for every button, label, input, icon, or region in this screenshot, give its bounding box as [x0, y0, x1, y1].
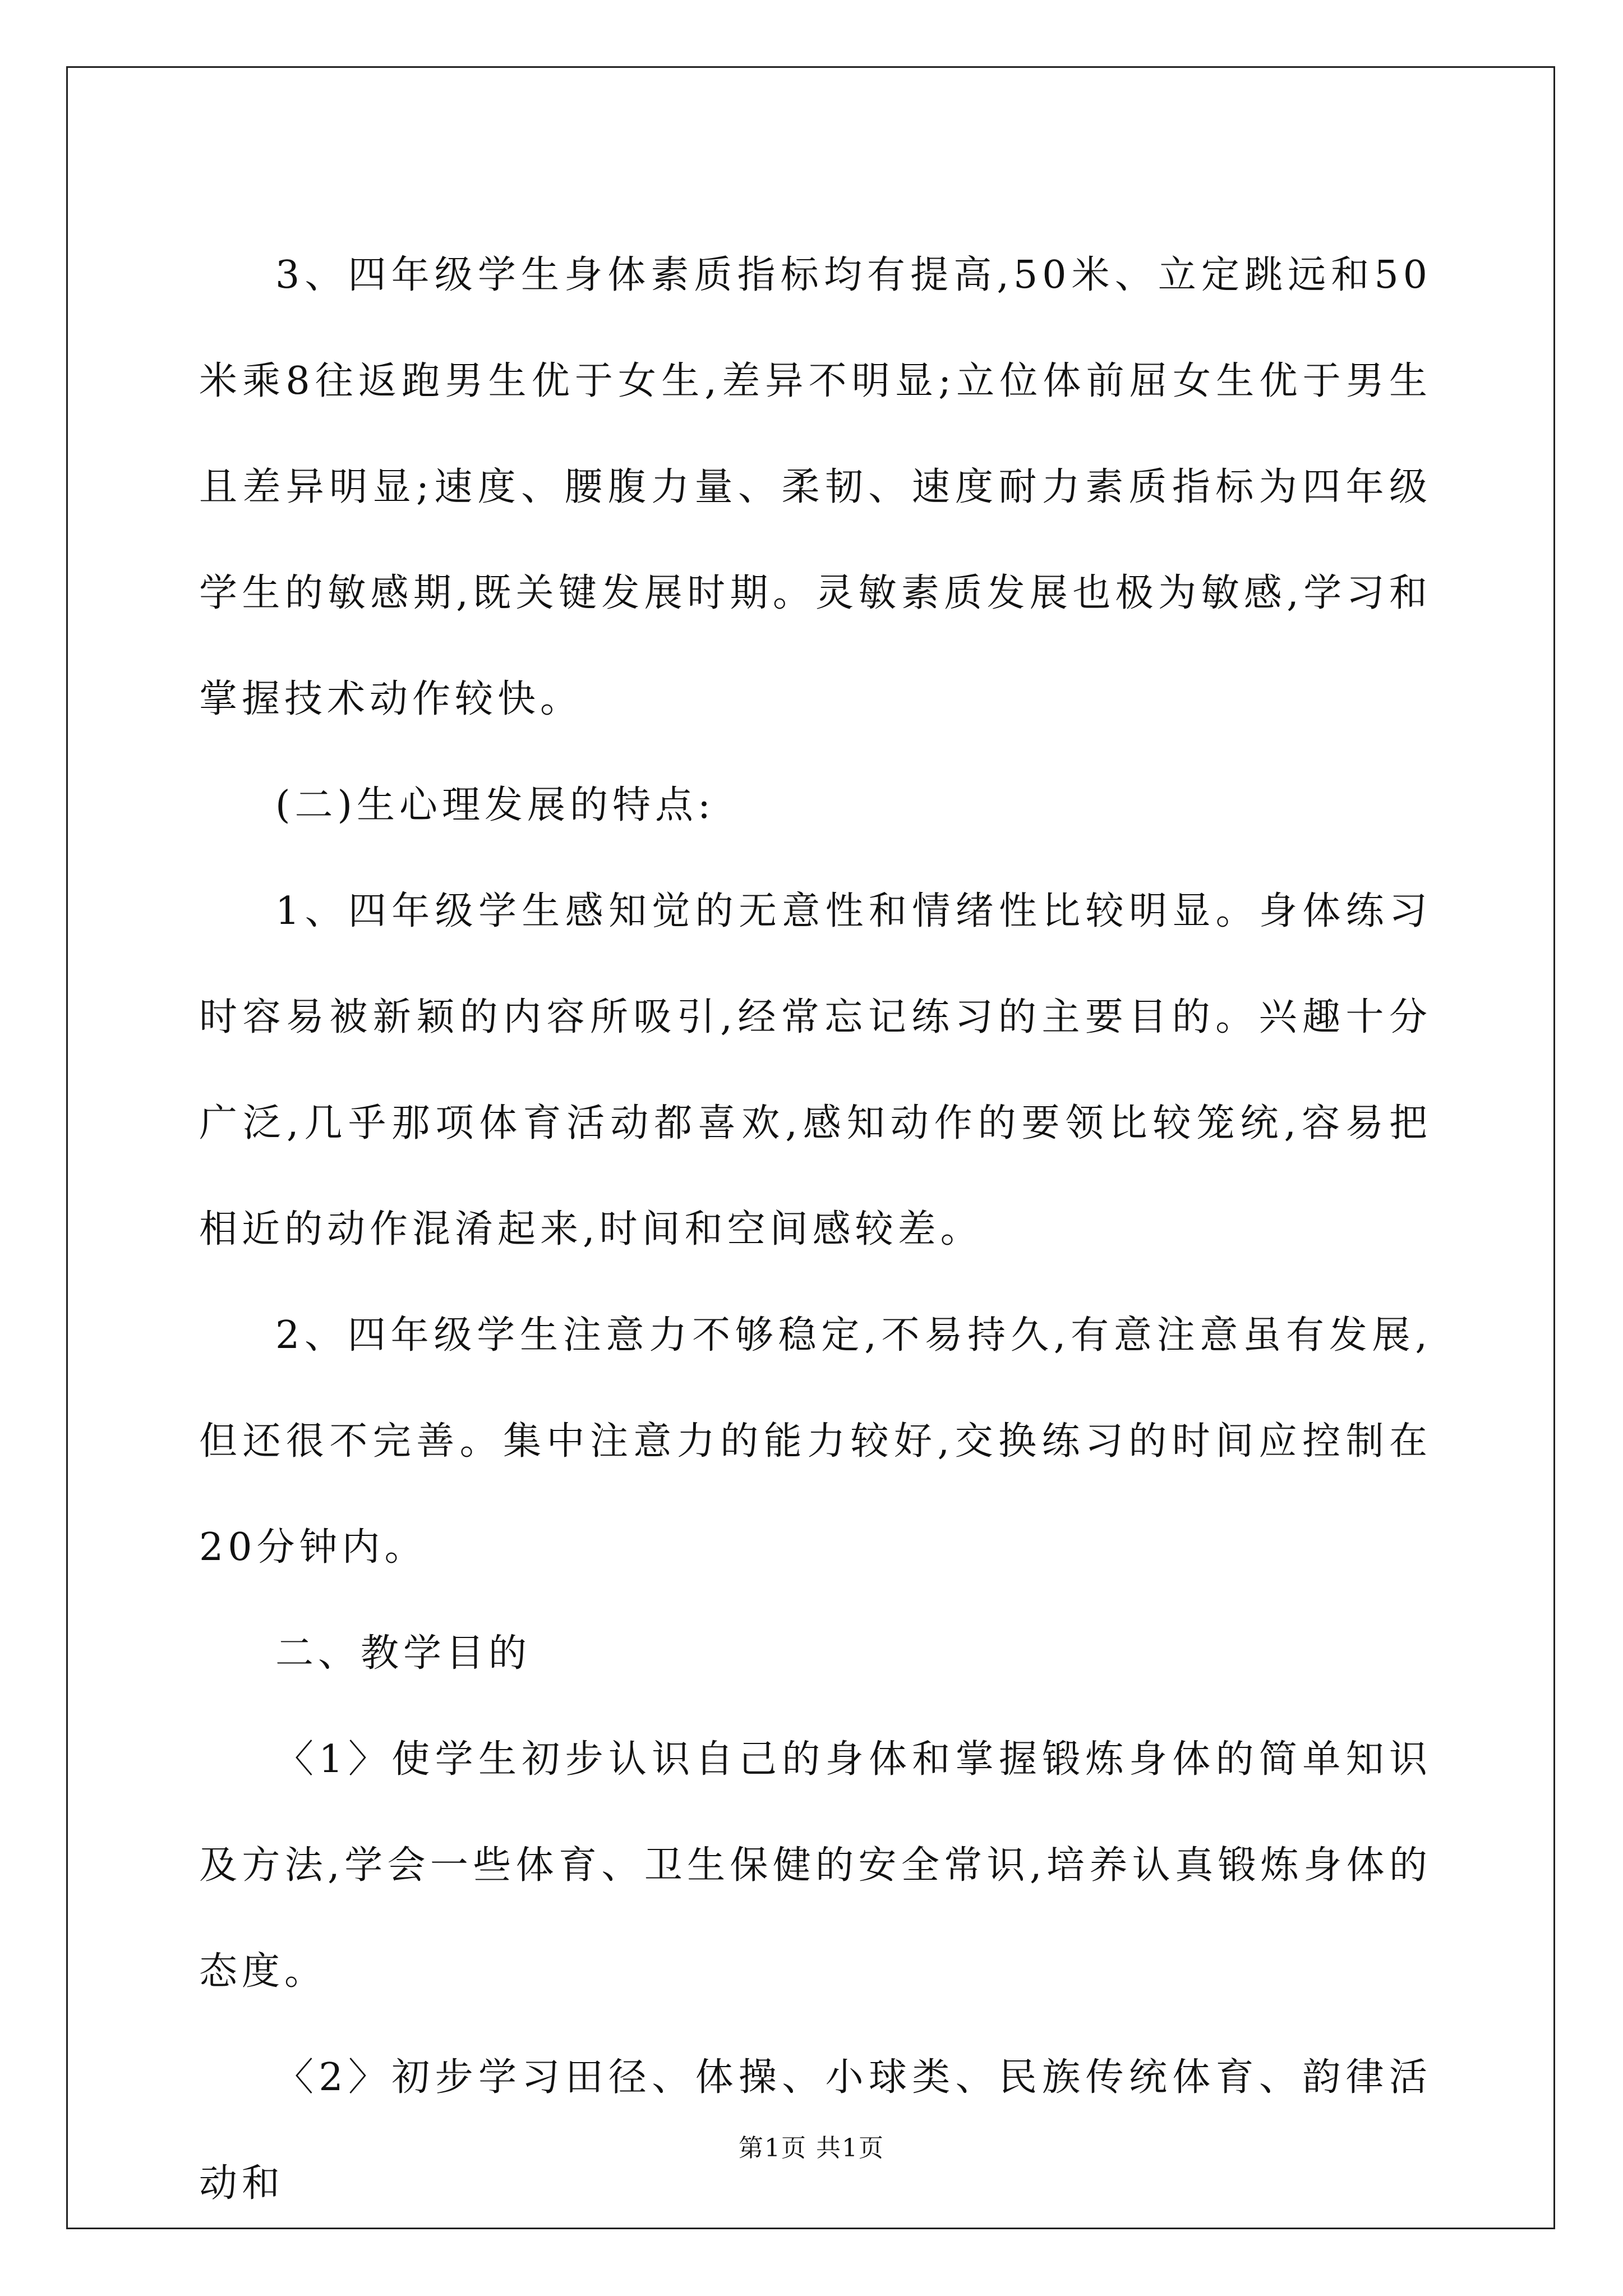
section-heading-psychology: (二)生心理发展的特点:: [275, 783, 715, 827]
paragraph-goal-2: 〈2〉初步学习田径、体操、小球类、民族传统体育、韵律活动和: [199, 2055, 1432, 2206]
paragraph-goal-1: 〈1〉使学生初步认识自己的身体和掌握锻炼身体的简单知识及方法,学会一些体育、卫生保健的安全常识,培养认真锻炼身体的态度。: [199, 1737, 1432, 1994]
paragraph-perception: 1、四年级学生感知觉的无意性和情绪性比较明显。身体练习时容易被新颖的内容所吸引,经常忘记练习的主要目的。兴趣十分广泛,几乎那项体育活动都喜欢,感知动作的要领比较笼统,容易把相近的动作混淆起来,时间和空间感较差。: [199, 889, 1432, 1251]
paragraph-physical-quality: 3、四年级学生身体素质指标均有提高,50米、立定跳远和50米乘8往返跑男生优于女生,差异不明显;立位体前屈女生优于男生且差异明显;速度、腰腹力量、柔韧、速度耐力素质指标为四年级学生的敏感期,既关键发展时期。灵敏素质发展也极为敏感,学习和掌握技术动作较快。: [199, 253, 1432, 721]
page-footer: 第1页 共1页: [739, 2134, 884, 2162]
section-heading-teaching-goals: 二、教学目的: [275, 1631, 532, 1676]
document-body: [199, 222, 1432, 2237]
paragraph-attention: 2、四年级学生注意力不够稳定,不易持久,有意注意虽有发展,但还很不完善。集中注意力的能力较好,交换练习的时间应控制在20分钟内。: [199, 1313, 1432, 1570]
